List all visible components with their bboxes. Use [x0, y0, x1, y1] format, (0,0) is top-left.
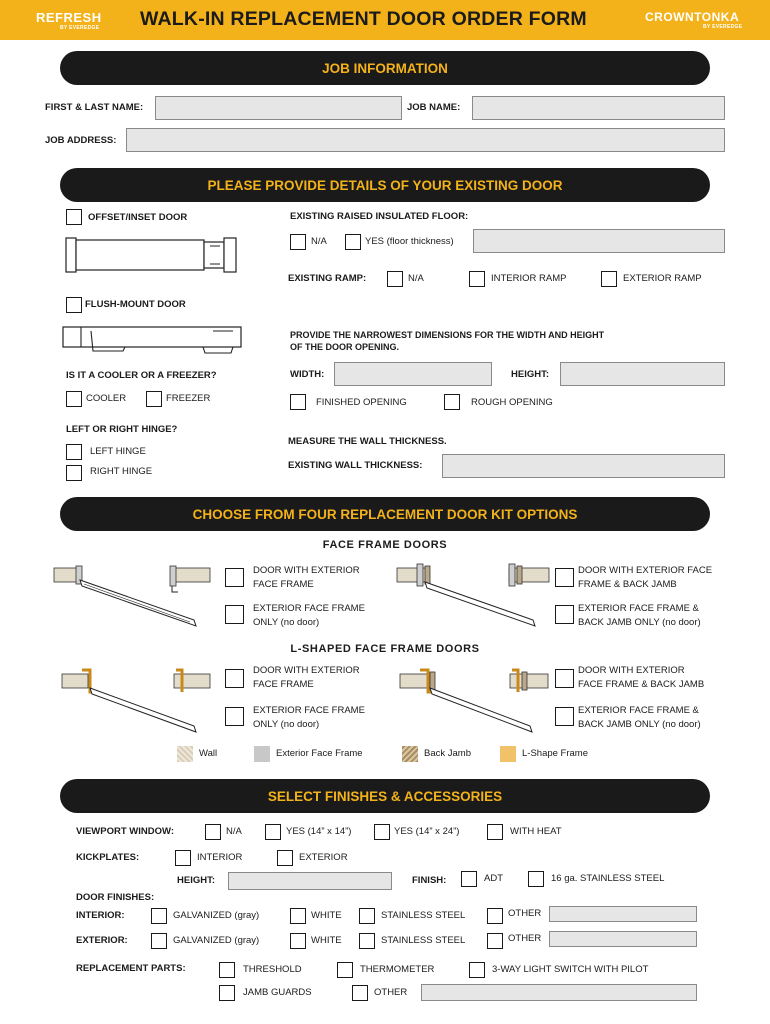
viewport-14x14-checkbox[interactable]	[265, 824, 281, 840]
raised-floor-label: EXISTING RAISED INSULATED FLOOR:	[290, 211, 469, 222]
finish-stainless-16-label: 16 ga. STAINLESS STEEL	[551, 873, 665, 884]
legend-wall-label: Wall	[199, 748, 218, 759]
legend-back-jamb-swatch	[402, 746, 418, 762]
left-hinge-checkbox[interactable]	[66, 444, 82, 460]
thermometer-checkbox[interactable]	[337, 962, 353, 978]
refresh-brand: REFRESH	[36, 10, 102, 25]
first-last-name-label: FIRST & LAST NAME:	[45, 102, 144, 113]
ramp-na-label: N/A	[408, 273, 424, 284]
wall-thickness-field[interactable]	[442, 454, 725, 478]
ff-opt1-line2: FACE FRAME	[253, 579, 314, 590]
int-other-field[interactable]	[549, 906, 697, 922]
jamb-guards-label: JAMB GUARDS	[243, 987, 312, 998]
form-title: WALK-IN REPLACEMENT DOOR ORDER FORM	[140, 8, 587, 30]
floor-na-checkbox[interactable]	[290, 234, 306, 250]
lshape-diagram-left	[62, 666, 212, 738]
viewport-with-heat-checkbox[interactable]	[487, 824, 503, 840]
kit-options-heading: CHOOSE FROM FOUR REPLACEMENT DOOR KIT OPTIONS	[60, 497, 710, 531]
ff-door-face-frame-back-jamb-checkbox[interactable]	[555, 568, 574, 587]
interior-ramp-label: INTERIOR RAMP	[491, 273, 567, 284]
parts-other-field[interactable]	[421, 984, 697, 1001]
existing-door-heading: PLEASE PROVIDE DETAILS OF YOUR EXISTING DOOR	[60, 168, 710, 202]
wall-measure-instruction: MEASURE THE WALL THICKNESS.	[288, 436, 447, 447]
height-label: HEIGHT:	[511, 369, 549, 380]
job-information-heading: JOB INFORMATION	[60, 51, 710, 85]
ls-opt1-line2: FACE FRAME	[253, 679, 314, 690]
int-galvanized-checkbox[interactable]	[151, 908, 167, 924]
ls-opt3-line2: FACE FRAME & BACK JAMB	[578, 679, 705, 690]
dims-instruction-line1: PROVIDE THE NARROWEST DIMENSIONS FOR THE WIDTH AND HEIGHT	[290, 330, 605, 340]
hinge-question: LEFT OR RIGHT HINGE?	[66, 424, 178, 435]
kickplate-finish-label: FINISH:	[412, 875, 447, 886]
right-hinge-checkbox[interactable]	[66, 465, 82, 481]
job-name-field[interactable]	[472, 96, 725, 120]
legend-ext-face-frame-label: Exterior Face Frame	[276, 748, 363, 759]
ff-opt3-line2: FRAME & BACK JAMB	[578, 579, 677, 590]
ext-white-checkbox[interactable]	[290, 933, 306, 949]
ff-opt2-line2: ONLY (no door)	[253, 617, 320, 628]
int-other-checkbox[interactable]	[487, 908, 503, 924]
viewport-window-label: VIEWPORT WINDOW:	[76, 826, 174, 837]
ff-opt4-line1: EXTERIOR FACE FRAME &	[578, 603, 699, 614]
finish-adt-label: ADT	[484, 873, 503, 884]
refresh-logo	[36, 10, 102, 31]
parts-other-checkbox[interactable]	[352, 985, 368, 1001]
ls-opt4-line1: EXTERIOR FACE FRAME &	[578, 705, 699, 716]
ext-white-label: WHITE	[311, 935, 342, 946]
ext-other-checkbox[interactable]	[487, 933, 503, 949]
ls-door-face-frame-back-jamb-checkbox[interactable]	[555, 669, 574, 688]
right-hinge-label: RIGHT HINGE	[90, 466, 153, 477]
wall-thickness-label: EXISTING WALL THICKNESS:	[288, 460, 423, 471]
floor-thickness-field[interactable]	[473, 229, 725, 253]
cooler-checkbox[interactable]	[66, 391, 82, 407]
face-frame-diagram-right	[397, 562, 551, 630]
ls-door-ext-face-frame-checkbox[interactable]	[225, 669, 244, 688]
finished-opening-checkbox[interactable]	[290, 394, 306, 410]
door-finishes-label: DOOR FINISHES:	[76, 892, 155, 903]
width-label: WIDTH:	[290, 369, 325, 380]
kickplate-interior-label: INTERIOR	[197, 852, 243, 863]
int-white-checkbox[interactable]	[290, 908, 306, 924]
ext-stainless-label: STAINLESS STEEL	[381, 935, 466, 946]
floor-na-label: N/A	[311, 236, 327, 247]
int-galvanized-label: GALVANIZED (gray)	[173, 910, 260, 921]
int-white-label: WHITE	[311, 910, 342, 921]
kickplate-interior-checkbox[interactable]	[175, 850, 191, 866]
ls-opt2-line2: ONLY (no door)	[253, 719, 320, 730]
viewport-14x24-label: YES (14” x 24”)	[394, 826, 460, 837]
ext-stainless-checkbox[interactable]	[359, 933, 375, 949]
ff-ext-face-frame-only-checkbox[interactable]	[225, 605, 244, 624]
ls-opt4-line2: BACK JAMB ONLY (no door)	[578, 719, 701, 730]
ext-other-field[interactable]	[549, 931, 697, 947]
door-exterior-label: EXTERIOR:	[76, 935, 128, 946]
thermometer-label: THERMOMETER	[360, 964, 435, 975]
height-field[interactable]	[560, 362, 725, 386]
viewport-na-label: N/A	[226, 826, 242, 837]
parts-other-label: OTHER	[374, 987, 408, 998]
viewport-14x24-checkbox[interactable]	[374, 824, 390, 840]
rough-opening-label: ROUGH OPENING	[471, 397, 553, 408]
flush-door-diagram	[63, 321, 243, 357]
first-last-name-field[interactable]	[155, 96, 402, 120]
refresh-brand-sub: BY EVEREDGE	[60, 25, 100, 31]
offset-door-diagram	[66, 236, 238, 276]
face-frame-diagram-left	[54, 562, 212, 630]
viewport-na-checkbox[interactable]	[205, 824, 221, 840]
legend-lshape-label: L-Shape Frame	[522, 748, 589, 759]
legend-back-jamb-label: Back Jamb	[424, 748, 471, 759]
flush-mount-door-label: FLUSH-MOUNT DOOR	[85, 299, 186, 310]
kickplate-height-label: HEIGHT:	[177, 875, 215, 886]
exterior-ramp-checkbox[interactable]	[601, 271, 617, 287]
offset-inset-door-checkbox[interactable]	[66, 209, 82, 225]
ff-opt1-line1: DOOR WITH EXTERIOR	[253, 565, 360, 576]
ext-other-label: OTHER	[508, 933, 542, 944]
kickplates-label: KICKPLATES:	[76, 852, 140, 863]
ls-opt1-line1: DOOR WITH EXTERIOR	[253, 665, 360, 676]
dims-instruction-line2: OF THE DOOR OPENING.	[290, 342, 400, 352]
freezer-checkbox[interactable]	[146, 391, 162, 407]
lshape-diagram-right	[400, 666, 550, 738]
ext-galvanized-label: GALVANIZED (gray)	[173, 935, 260, 946]
int-other-label: OTHER	[508, 908, 542, 919]
jamb-guards-checkbox[interactable]	[219, 985, 235, 1001]
left-hinge-label: LEFT HINGE	[90, 446, 146, 457]
int-stainless-checkbox[interactable]	[359, 908, 375, 924]
kickplate-exterior-label: EXTERIOR	[299, 852, 348, 863]
ls-opt3-line1: DOOR WITH EXTERIOR	[578, 665, 685, 676]
width-field[interactable]	[334, 362, 492, 386]
job-address-field[interactable]	[126, 128, 725, 152]
rough-opening-checkbox[interactable]	[444, 394, 460, 410]
exterior-ramp-label: EXTERIOR RAMP	[623, 273, 702, 284]
light-switch-label: 3-WAY LIGHT SWITCH WITH PILOT	[492, 964, 649, 975]
finished-opening-label: FINISHED OPENING	[316, 397, 407, 408]
viewport-with-heat-label: WITH HEAT	[510, 826, 562, 837]
l-shaped-doors-title: L-SHAPED FACE FRAME DOORS	[290, 643, 480, 655]
ff-door-ext-face-frame-checkbox[interactable]	[225, 568, 244, 587]
legend-wall-swatch	[177, 746, 193, 762]
job-address-label: JOB ADDRESS:	[45, 135, 117, 146]
legend-ext-face-frame-swatch	[254, 746, 270, 762]
freezer-label: FREEZER	[166, 393, 211, 404]
ff-opt4-line2: BACK JAMB ONLY (no door)	[578, 617, 701, 628]
finish-stainless-16-checkbox[interactable]	[528, 871, 544, 887]
ff-face-frame-back-jamb-only-checkbox[interactable]	[555, 605, 574, 624]
ff-opt3-line1: DOOR WITH EXTERIOR FACE	[578, 565, 713, 576]
kickplate-exterior-checkbox[interactable]	[277, 850, 293, 866]
crowntonka-brand-sub: BY EVEREDGE	[703, 24, 743, 30]
interior-ramp-checkbox[interactable]	[469, 271, 485, 287]
offset-inset-door-label: OFFSET/INSET DOOR	[88, 212, 188, 223]
ls-ext-face-frame-only-checkbox[interactable]	[225, 707, 244, 726]
floor-yes-label: YES (floor thickness)	[365, 236, 454, 247]
ext-galvanized-checkbox[interactable]	[151, 933, 167, 949]
job-name-label: JOB NAME:	[407, 102, 461, 113]
replacement-parts-label: REPLACEMENT PARTS:	[76, 963, 186, 974]
light-switch-checkbox[interactable]	[469, 962, 485, 978]
ramp-na-checkbox[interactable]	[387, 271, 403, 287]
face-frame-doors-title: FACE FRAME DOORS	[322, 539, 448, 551]
crowntonka-logo	[645, 10, 742, 30]
ff-opt2-line1: EXTERIOR FACE FRAME	[253, 603, 365, 614]
floor-yes-checkbox[interactable]	[345, 234, 361, 250]
existing-ramp-label: EXISTING RAMP:	[288, 273, 367, 284]
flush-mount-door-checkbox[interactable]	[66, 297, 82, 313]
cooler-label: COOLER	[86, 393, 127, 404]
int-stainless-label: STAINLESS STEEL	[381, 910, 466, 921]
finishes-heading: SELECT FINISHES & ACCESSORIES	[60, 779, 710, 813]
threshold-checkbox[interactable]	[219, 962, 235, 978]
door-interior-label: INTERIOR:	[76, 910, 125, 921]
legend-lshape-swatch	[500, 746, 516, 762]
cooler-freezer-question: IS IT A COOLER OR A FREEZER?	[66, 370, 217, 381]
crowntonka-brand: CROWNTONKA	[645, 10, 740, 24]
ls-face-frame-back-jamb-only-checkbox[interactable]	[555, 707, 574, 726]
kickplate-height-field[interactable]	[228, 872, 392, 890]
threshold-label: THRESHOLD	[243, 964, 302, 975]
finish-adt-checkbox[interactable]	[461, 871, 477, 887]
ls-opt2-line1: EXTERIOR FACE FRAME	[253, 705, 365, 716]
viewport-14x14-label: YES (14” x 14”)	[286, 826, 352, 837]
